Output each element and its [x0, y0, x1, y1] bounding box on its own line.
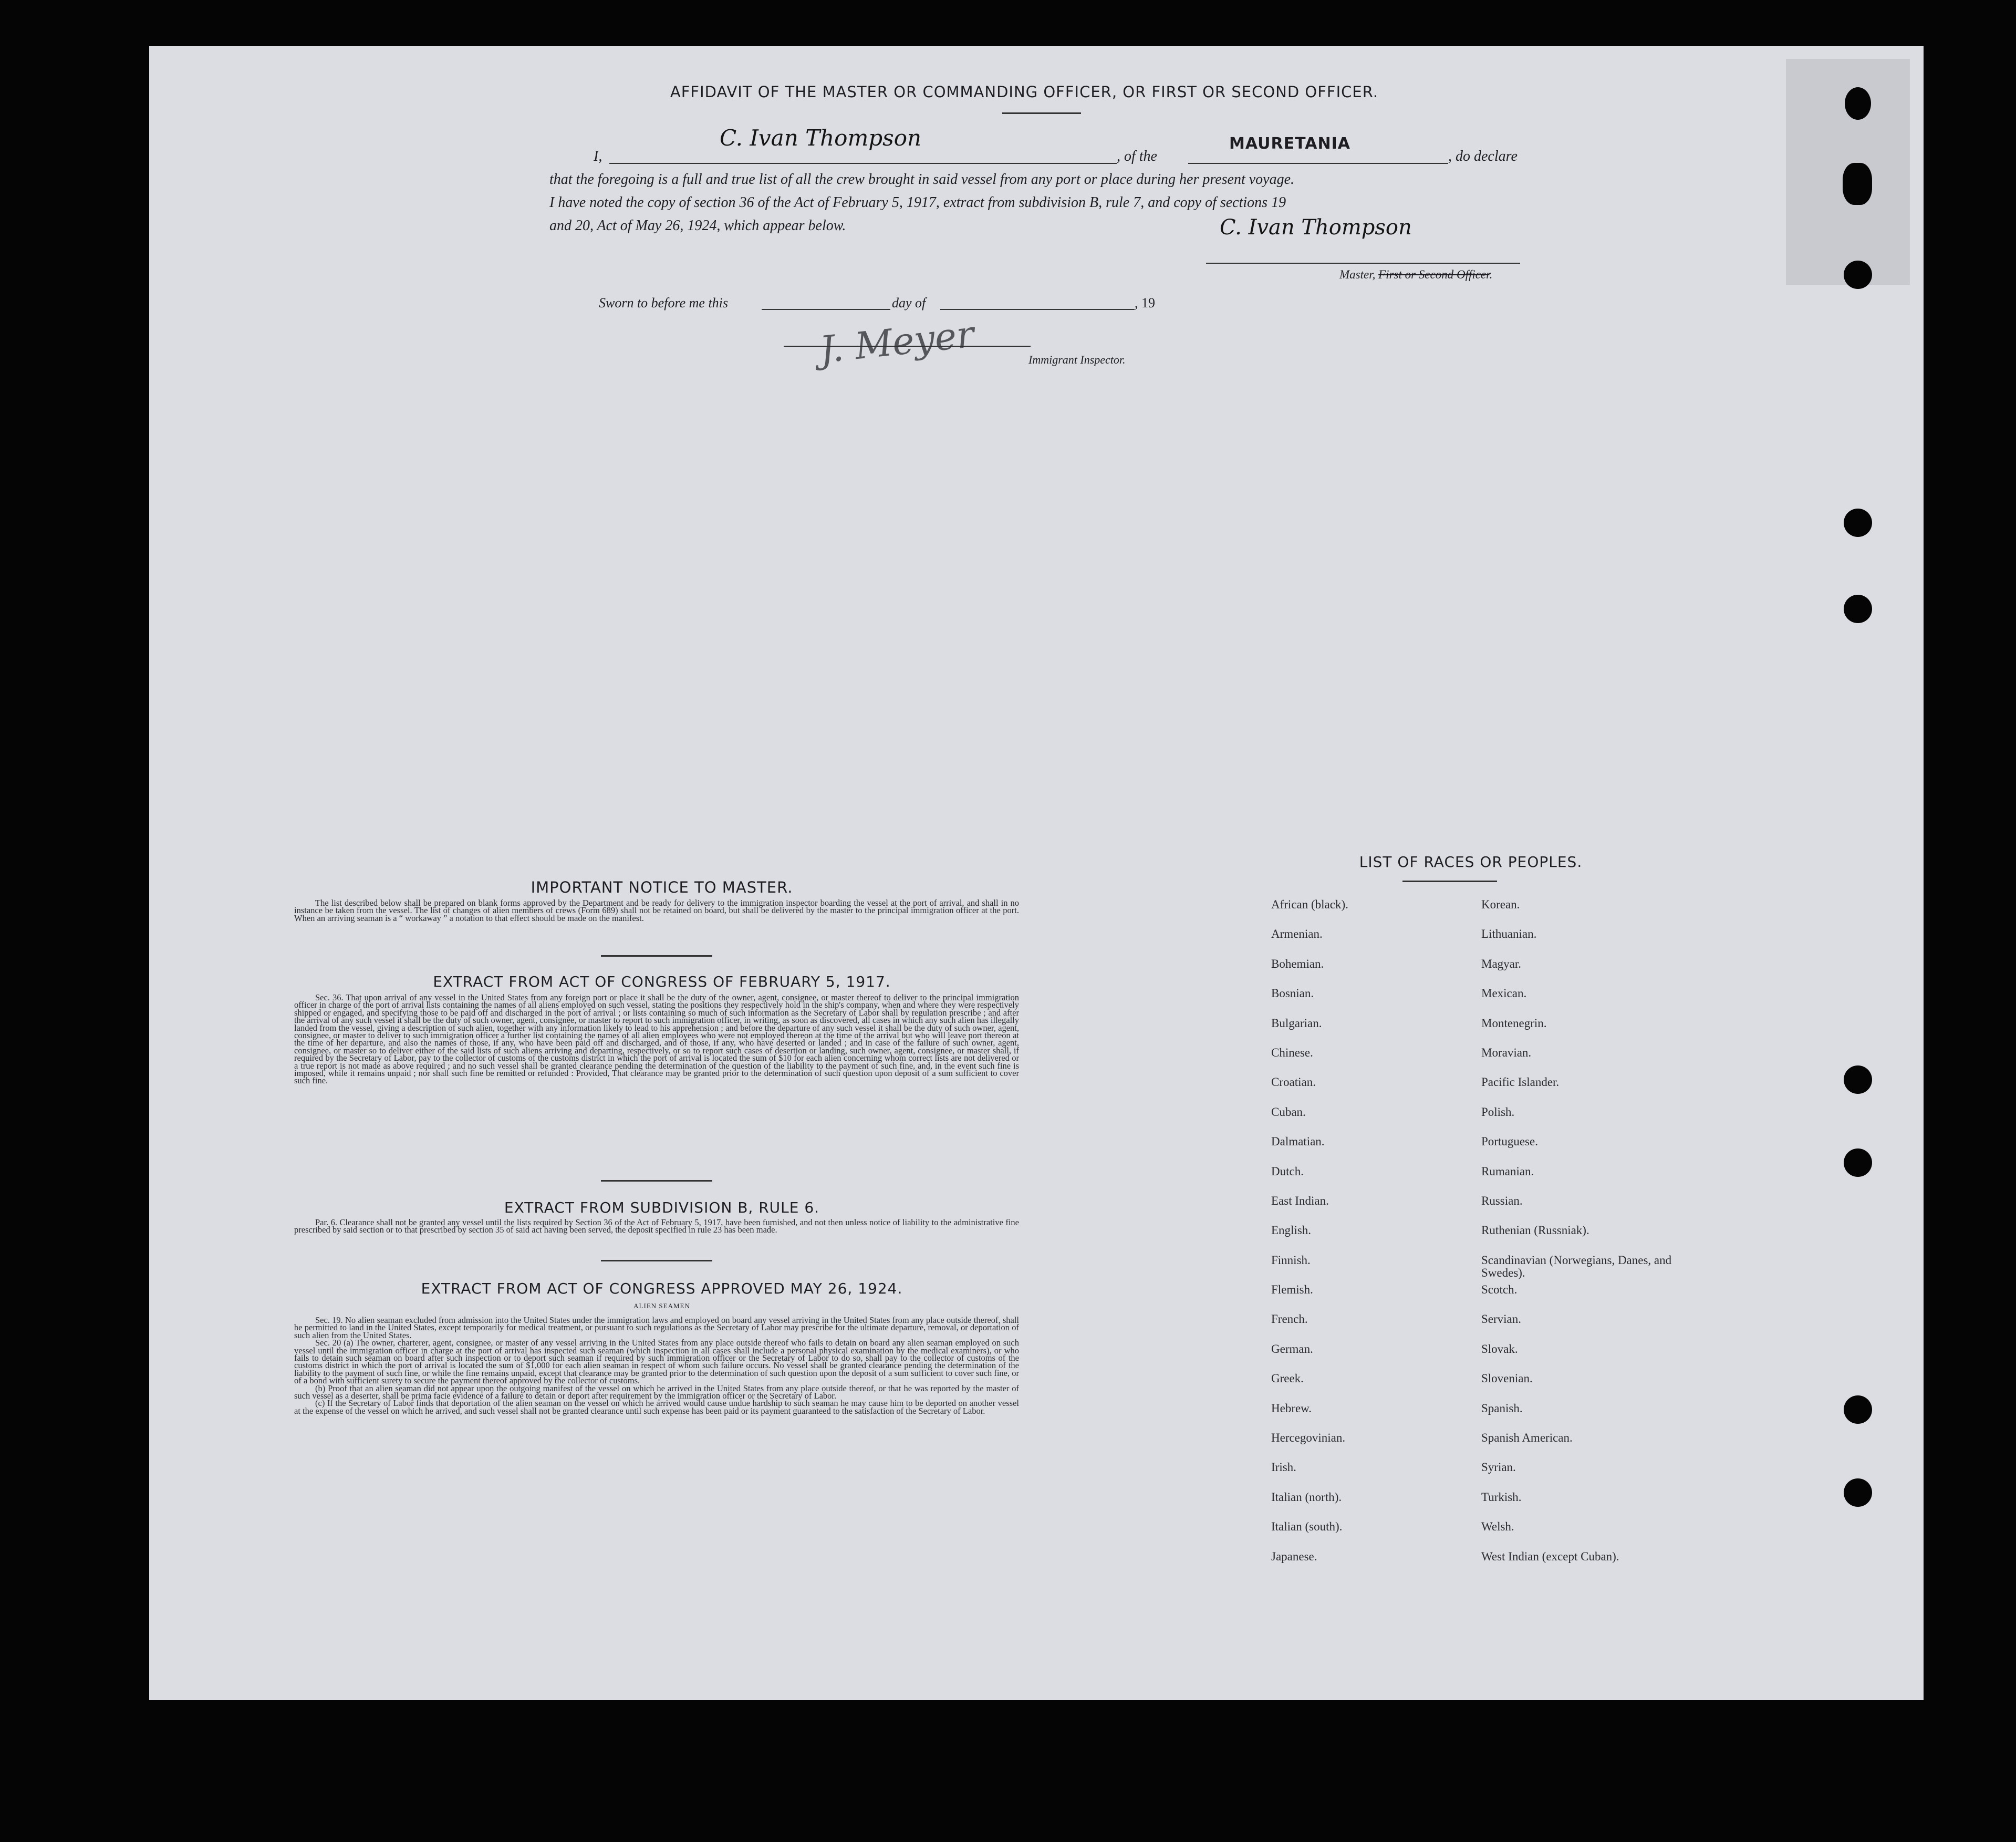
race-item: African (black). [1271, 898, 1348, 911]
race-item: German. [1271, 1342, 1313, 1355]
notice-paragraph: The list described below shall be prepared on blank forms approved by the Department and be ready for delivery to the immigration inspector boarding the vessel at the port of arrival, and shall in no instance be taken from the vessel. The list of changes of alien members of crews (Form 689) shall not be retained on board, but shall be delivered by the master to the principal immigration officer at the port. When an arriving seaman is a “ workaway ” a notation to that effect should be made on the manifest. [294, 898, 1019, 923]
section-19-paragraph: Sec. 19. No alien seaman excluded from admission into the United States under the immigration laws and employed on board any vessel arriving in the United States from any place outside thereof, shall be permitted to land in the United States, except temporarily for medical treatment, or pursuant to such regulations as the Secretary of Labor may prescribe for the ultimate departure, removal, or deportation of such alien from the United States. [294, 1315, 1019, 1340]
section-20b-paragraph: (b) Proof that an alien seaman did not appear upon the outgoing manifest of the vessel on which he arrived in the United States from any place outside thereof, or that he was reported by the master of such vessel as a deserter, shall be prima facie evidence of a failure to detain or deport after requirement by the immigration officer or the Secretary of Labor. [294, 1383, 1019, 1401]
race-item: Bohemian. [1271, 957, 1324, 970]
race-item: Greek. [1271, 1372, 1304, 1385]
race-item: East Indian. [1271, 1194, 1329, 1207]
race-item: Japanese. [1271, 1549, 1317, 1563]
race-item: Rumanian. [1481, 1164, 1534, 1178]
race-item: Welsh. [1481, 1520, 1514, 1534]
affidavit-line-3: and 20, Act of May 26, 1924, which appear below. [549, 218, 846, 234]
notice-divider [601, 955, 712, 957]
extract-1917-divider [601, 1180, 712, 1182]
extract-1924-title: EXTRACT FROM ACT OF CONGRESS APPROVED MAY 26, 1924. [421, 1280, 903, 1297]
race-item: Dalmatian. [1271, 1135, 1325, 1148]
race-item: Bosnian. [1271, 987, 1314, 1000]
punch-hole [1844, 1478, 1872, 1507]
race-item: Spanish. [1481, 1401, 1523, 1415]
notice-title: IMPORTANT NOTICE TO MASTER. [531, 878, 793, 896]
punch-hole [1845, 87, 1871, 120]
sworn-day-line [762, 309, 890, 310]
affidavit-line-2: I have noted the copy of section 36 of the Act of February 5, 1917, extract from subdivision B, rule 7, and copy of sections 19 [549, 194, 1286, 211]
race-item: Syrian. [1481, 1461, 1516, 1474]
master-signature-2: C. Ivan Thompson [1220, 215, 1412, 240]
races-title: LIST OF RACES OR PEOPLES. [1359, 853, 1583, 871]
race-item: Russian. [1481, 1194, 1523, 1207]
title-divider [1002, 112, 1081, 114]
section-20a-paragraph: Sec. 20 (a) The owner, charterer, agent, consignee, or master of any vessel arriving in the United States from any place outside thereof who fails to detain on board any alien seaman employed on such vessel until the immigration officer in charge at the port of arrival has inspected such seaman (which inspection in all cases shall include a personal physical examination by the medical examiners), or who fails to detain such seaman on board after such inspection or to deport such seaman if required by such immigration officer or the Secretary of Labor to do so, shall pay to the collector of customs of the customs district in which the port of arrival is located the sum of $1,000 for each alien seaman in respect of whom such failure occurs. No vessel shall be granted clearance pending the determination of the liability to the payment of such fine, or while the fine remains unpaid, except that clearance may be granted prior to the determination of such question upon the deposit of a sum sufficient to cover such fine, or of a bond with sufficient surety to secure the payment thereof approved by the collector of customs. [294, 1338, 1019, 1386]
affidavit-title: AFFIDAVIT OF THE MASTER OR COMMANDING OFFICER, OR FIRST OR SECOND OFFICER. [670, 83, 1379, 101]
race-item: Scandinavian (Norwegians, Danes, and Swedes). [1481, 1253, 1672, 1279]
vessel-name-line [1188, 163, 1448, 164]
race-item: Turkish. [1481, 1490, 1522, 1504]
extract-1924-text [294, 1317, 1019, 1415]
rule-6-paragraph: Par. 6. Clearance shall not be granted any vessel until the lists required by Section 36 of the Act of February 5, 1917, have been furnished, and not then unless notice of liability to the administrative fine prescribed by said section or to that prescribed by section 35 of said act having been served, the deposit specified in rule 23 has been made. [294, 1217, 1019, 1235]
race-item: Spanish American. [1481, 1431, 1573, 1445]
race-item: Bulgarian. [1271, 1016, 1322, 1030]
subdivision-divider [601, 1260, 712, 1261]
race-item: Cuban. [1271, 1105, 1306, 1119]
race-item: Slovenian. [1481, 1372, 1533, 1385]
punch-hole [1844, 1395, 1872, 1424]
race-item: Dutch. [1271, 1164, 1304, 1178]
race-item: Ruthenian (Russniak). [1481, 1224, 1589, 1237]
of-the-label: , of the [1117, 148, 1157, 164]
race-item: Croatian. [1271, 1075, 1316, 1089]
punch-hole [1844, 595, 1872, 623]
master-caption-struck: First or Second Officer [1378, 268, 1490, 281]
race-item: Servian. [1481, 1312, 1522, 1326]
vessel-name: MAURETANIA [1229, 134, 1350, 153]
race-item: Italian (south). [1271, 1520, 1343, 1534]
race-item: English. [1271, 1224, 1312, 1237]
race-item: West Indian (except Cuban). [1481, 1549, 1619, 1563]
races-left-column [1271, 898, 1460, 1580]
race-item: Lithuanian. [1481, 927, 1537, 941]
subdivision-text [294, 1219, 1019, 1234]
master-name-line [609, 163, 1117, 164]
race-item: Italian (north). [1271, 1490, 1342, 1504]
race-item: Magyar. [1481, 957, 1522, 970]
signature-line [1206, 263, 1520, 264]
punch-hole [1844, 1065, 1872, 1094]
race-item: Korean. [1481, 898, 1520, 911]
master-signature: C. Ivan Thompson [720, 125, 922, 151]
sworn-month-line [940, 309, 1135, 310]
i-label: I, [594, 148, 602, 164]
race-item: Slovak. [1481, 1342, 1518, 1355]
master-caption [1339, 268, 1492, 282]
races-divider [1402, 881, 1497, 882]
year-label: , 19 [1135, 295, 1155, 311]
punch-hole [1844, 1148, 1872, 1177]
section-20c-paragraph: (c) If the Secretary of Labor finds that deportation of the alien seaman on the vessel on which he arrived would cause undue hardship to such seaman he may cause him to be deported on another vessel at the expense of the vessel on which he arrived, and such vessel shall not be granted clearance until such expense has been paid or its payment guaranteed to the satisfaction of the Secretary of Labor. [294, 1398, 1019, 1416]
extract-1917-text [294, 994, 1019, 1085]
race-item: Mexican. [1481, 987, 1527, 1000]
inspector-caption: Immigrant Inspector. [1028, 353, 1126, 366]
master-caption-prefix: Master, [1339, 268, 1379, 281]
affidavit-line-1: that the foregoing is a full and true list of all the crew brought in said vessel from any port or place during her present voyage. [549, 171, 1295, 188]
inspector-line [784, 346, 1031, 347]
race-item: Portuguese. [1481, 1135, 1538, 1148]
extract-1917-title: EXTRACT FROM ACT OF CONGRESS OF FEBRUARY 5, 1917. [433, 973, 891, 990]
alien-seamen-subtitle: ALIEN SEAMEN [633, 1302, 690, 1310]
master-caption-suffix: . [1489, 268, 1493, 281]
race-item: Polish. [1481, 1105, 1515, 1119]
race-item: Hercegovinian. [1271, 1431, 1346, 1445]
races-right-column [1481, 898, 1681, 1580]
race-item: Moravian. [1481, 1046, 1532, 1059]
race-item: Pacific Islander. [1481, 1075, 1560, 1089]
sworn-label: Sworn to before me this [599, 295, 729, 311]
race-item: Hebrew. [1271, 1401, 1312, 1415]
do-declare-label: , do declare [1448, 148, 1518, 164]
punch-hole [1843, 163, 1872, 205]
race-item: Chinese. [1271, 1046, 1313, 1059]
punch-hole [1844, 261, 1872, 289]
race-item: Finnish. [1271, 1253, 1311, 1267]
race-item: Scotch. [1481, 1283, 1518, 1297]
race-item: Montenegrin. [1481, 1016, 1547, 1030]
inspector-signature: J. Meyer [817, 312, 976, 372]
section-36-paragraph: Sec. 36. That upon arrival of any vessel in the United States from any foreign port or place it shall be the duty of the owner, agent, consignee, or master thereof to deliver to the principal immigration officer in charge of the port of arrival lists containing the names of all aliens employed on such vessel, stating the positions they respectively hold in the ship's company, when and where they were respectively shipped or engaged, and specifying those to be paid off and discharged in the port of arrival ; or lists containing so much of such information as the Secretary of Labor shall by regulation prescribe ; and after the arrival of any such vessel it shall be the duty of such owner, agent, consignee, or master to report to such immigration officer, in writing, as soon as discovered, all cases in which any such alien has illegally landed from the vessel, giving a description of such alien, together with any information likely to lead to his apprehension ; and before the departure of any such vessel it shall be the duty of such owner, agent, consignee, or master to deliver to such immigration officer a further list containing the names of all alien employees who were not employed thereon at the time of the arrival but who will leave port thereon at the time of her departure, and also the names of those, if any, who have been paid off and discharged, and of those, if any, who have deserted or landed ; and in case of the failure of such owner, agent, consignee, or master so to deliver either of the said lists of such aliens arriving and departing, respectively, or so to report such cases of desertion or landing, such owner, agent, consignee, or master shall, if required by the Secretary of Labor, pay to the collector of customs of the customs district in which the port of arrival is located the sum of $10 for each alien concerning whom correct lists are not delivered or a true report is not made as above required ; and no such vessel shall be granted clearance pending the determination of the question of the liability to the payment of such fine, and, in the event such fine is imposed, while it remains unpaid ; nor shall such fine be remitted or refunded : Provided, That clearance may be granted prior to the determination of such question upon deposit of a sum sufficient to cover such fine. [294, 992, 1019, 1086]
race-item: Irish. [1271, 1461, 1296, 1474]
race-item: Flemish. [1271, 1283, 1313, 1297]
race-item: French. [1271, 1312, 1308, 1326]
notice-text [294, 899, 1019, 922]
punch-hole [1844, 509, 1872, 537]
race-item: Armenian. [1271, 927, 1323, 941]
subdivision-title: EXTRACT FROM SUBDIVISION B, RULE 6. [504, 1199, 820, 1216]
day-of-label: day of [892, 295, 926, 311]
